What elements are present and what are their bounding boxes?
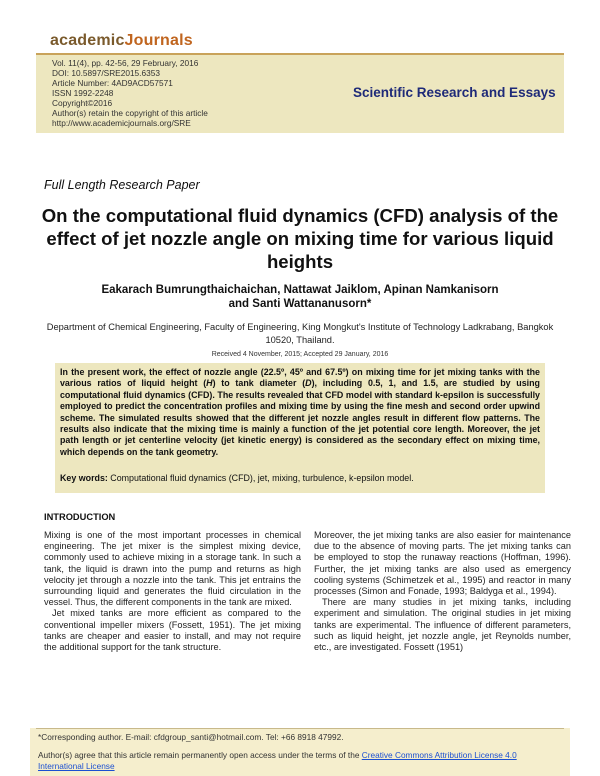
meta-article-number: Article Number: 4AD9ACD57571 — [52, 78, 173, 88]
journal-logo — [50, 32, 193, 50]
footer-divider — [36, 728, 564, 729]
body-column-right — [314, 530, 571, 653]
license-link[interactable]: Creative Commons Attribution License 4.0 International License — [38, 750, 517, 771]
paragraph: Moreover, the jet mixing tanks are also easier for maintenance due to the absence of moving parts. The jet mixing tanks can be employed to stop the runaway reactions (Hoffman, 1996). Further, the jet mixing tanks are also used as emergency cooling systems (Schimetzek et al., 1995) and reactor in many processes (Simon and Fonade, 1993; Baldyga et al., 1994). — [314, 530, 571, 597]
paper-title: On the computational fluid dynamics (CFD) analysis of the effect of jet nozzle angle on mixing time for various liquid heights — [41, 205, 559, 272]
keywords-text: Computational fluid dynamics (CFD), jet, mixing, turbulence, k-epsilon model. — [107, 473, 414, 483]
corresponding-author: *Corresponding author. E-mail: cfdgroup_santi@hotmail.com. Tel: +66 8918 47992. — [38, 732, 344, 742]
authors-line-2: and Santi Wattananusorn* — [228, 298, 372, 310]
meta-author-rights: Author(s) retain the copyright of this article — [52, 108, 208, 118]
authors — [60, 283, 540, 311]
meta-issn: ISSN 1992-2248 — [52, 88, 114, 98]
keywords — [60, 473, 540, 484]
license-text: Author(s) agree that this article remain permanently open access under the terms of the — [38, 750, 362, 760]
abstract-text-1: In the present work, the effect of nozzle angle (22.5º, 45º and 67.5º) on mixing time for jet mixing tanks with the various ratios of liquid height ( — [60, 367, 540, 389]
abstract-text-2: ) to tank diameter ( — [212, 378, 306, 389]
paragraph: Mixing is one of the most important processes in chemical engineering. The jet mixer is the simplest mixing device, commonly used to achieve mixing in a storage tank. In such a tank, the liquid is drawn into the pump and returns as high velocity jet through a nozzle into the tank. This jet entrains the surrounding liquid and generates the fluid circulation in the vessel. Thus, the different components in the tank are mixed. — [44, 530, 301, 608]
affiliation: Department of Chemical Engineering, Faculty of Engineering, King Mongkut's Institute of Technology Ladkrabang, Bangkok 10520, Thailand. — [46, 322, 554, 345]
keywords-label: Key words: — [60, 473, 108, 483]
paragraph: There are many studies in jet mixing tanks, including experiment and simulation. The original studies in jet mixing tanks are experimental. The influence of different parameters, such as liquid height, jet nozzle angle, jet Reynolds number, etc., are investigated. Fossett (1951) — [314, 597, 571, 653]
footer-notes — [38, 732, 558, 772]
abstract-text-3: ), including 0.5, 1, and 1.5, are studied by using computational fluid dynamics (CFD). The results revealed that CFD model with standard k-epsilon is successfully employed to predict the concentration profiles and mixing time by using the fine mesh and second order upwind scheme. The simulated results showed that the different jet nozzle angles result in different flow patterns. The results also indicate that the mixing time is mainly a function of the jet potential core length. Moreover, the jet path length or jet centerline velocity (jet kinetic energy) is considered as the secondary effect on mixing time, which depends on the tank geometry. — [60, 378, 540, 457]
meta-copyright: Copyright©2016 — [52, 98, 113, 108]
logo-part-academic: academic — [50, 32, 125, 49]
abstract-var-h: H — [206, 378, 213, 389]
paragraph: Jet mixed tanks are more efficient as compared to the conventional impeller mixers (Fossett, 1951). The jet mixing tanks are cheaper and easier to install, and may not require the additional support for the tank structure. — [44, 608, 301, 653]
received-dates: Received 4 November, 2015; Accepted 29 January, 2016 — [211, 351, 389, 358]
journal-name: Scientific Research and Essays — [353, 85, 556, 100]
article-metadata — [52, 58, 208, 128]
abstract-var-d: D — [305, 378, 312, 389]
license-notice — [38, 750, 558, 772]
paper-type: Full Length Research Paper — [44, 178, 200, 192]
logo-part-journals: Journals — [124, 32, 193, 49]
body-column-left — [44, 530, 301, 653]
meta-journal-url[interactable]: http://www.academicjournals.org/SRE — [52, 118, 191, 128]
abstract — [60, 367, 540, 458]
authors-line-1: Eakarach Bumrungthaichaichan, Nattawat Jaiklom, Apinan Namkanisorn — [101, 284, 499, 296]
meta-volume: Vol. 11(4), pp. 42-56, 29 February, 2016 — [52, 58, 199, 68]
section-heading-introduction: INTRODUCTION — [44, 512, 116, 522]
meta-doi: DOI: 10.5897/SRE2015.6353 — [52, 68, 160, 78]
